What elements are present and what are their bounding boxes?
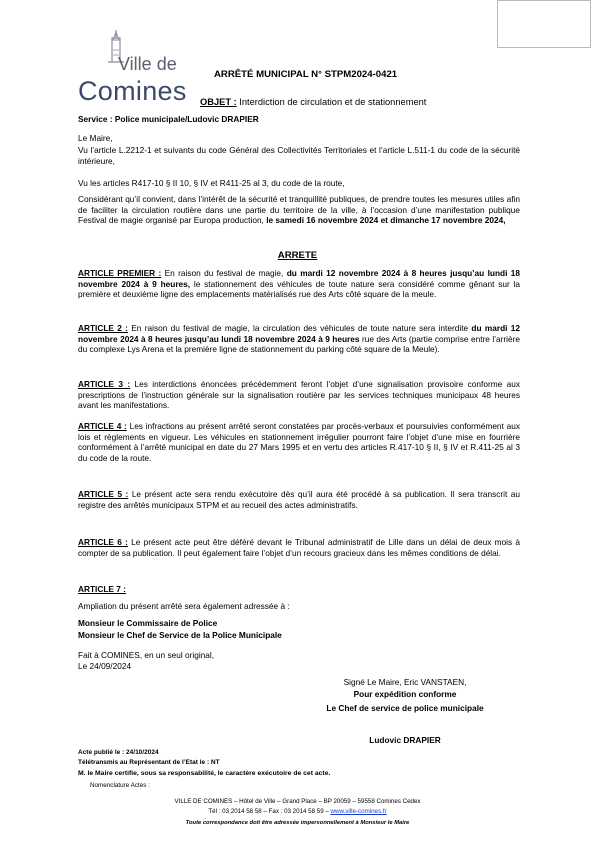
recipient-2: Monsieur le Chef de Service de la Police Municipale [78,630,282,640]
fait-a: Fait à COMINES, en un seul original, [78,650,215,660]
city-logo [78,28,198,108]
objet-label: OBJET : [200,97,237,107]
article-6-text: Le présent acte peut être déféré devant le Tribunal administratif de Lille dans un délai de deux mois à compter de sa publication. Il peut également faire l’objet d’un recours gracieux dans les mêmes conditions de délai. [78,537,520,558]
footer-tel-fax: Tél : 03 2014 58 58 – Fax : 03 2014 58 59 – [208,808,329,815]
recipient-1: Monsieur le Commissaire de Police [78,618,218,628]
article-6-label: ARTICLE 6 : [78,537,128,547]
objet-text: Interdiction de circulation et de stationnement [239,97,427,107]
vu-article-1: Vu l’article L.2212-1 et suivants du code Général des Collectivités Territoriales et l’article L.511-1 du code de la sécurité intérieure, [78,145,520,166]
article-1-text-b: le stationnement des véhicules de toute nature sera considéré comme gênant sur la première et deuxième ligne des emplacements matérialisés rue des Arts côté square de la meule. [78,278,520,300]
signe-le-maire: Signé Le Maire, Eric VANSTAEN, [343,677,467,687]
considerant-dates: le samedi 16 novembre 2024 et dimanche 17 novembre 2024, [266,215,506,226]
article-5 [78,489,520,510]
article-3-text: Les interdictions énoncées précédemment feront l’objet d’une signalisation provisoire conforme aux prescriptions de l’instruction générale sur la signalisation routière par les services techniques municipaux 48 heures avant les manifestations. [78,379,521,411]
footer-contact [0,808,595,815]
article-4 [78,421,520,463]
article-7-label: ARTICLE 7 : [78,584,126,594]
objet-line [200,97,426,107]
pour-expedition: Pour expédition conforme [353,689,457,699]
article-3 [78,379,520,411]
le-maire: Le Maire, [78,133,113,143]
service-line: Service : Police municipale/Ludovic DRAPIER [78,114,259,124]
article-2-text-b: rue des Arts (partie comprise entre l’arrière du complexe Lys Arena et la première ligne de stationnement du parking côté square de la Meule). [78,333,520,355]
article-5-text: Le présent acte sera rendu exécutoire dès qu’il aura été procédé à sa publication. Il sera transcrit au registre des arrêtés municipaux STPM et au recueil des actes administratifs. [78,489,520,510]
teletransmis: Télétransmis au Représentant de l’Etat le : NT [78,759,220,766]
document-title: ARRÊTÉ MUNICIPAL N° STPM2024-0421 [214,69,398,80]
logo-comines-text: Comines [78,76,187,106]
certification: M. le Maire certifie, sous sa responsabilité, le caractère exécutoire de cet acte. [78,770,331,777]
stamp-box [497,0,591,48]
article-1-text-a: En raison du festival de magie, [164,268,284,278]
article-2-text-a: En raison du festival de magie, la circulation des véhicules de toute nature sera interdite [131,323,469,333]
article-2 [78,323,520,355]
signature-date: Le 24/09/2024 [78,661,132,671]
article-5-label: ARTICLE 5 : [78,489,129,499]
article-1-label: ARTICLE PREMIER : [78,268,162,278]
footer-address: VILLE DE COMINES – Hôtel de Ville – Grand Place – BP 20059 – 59558 Comines Cedex [174,798,421,805]
logo-ville-text: Ville de [118,54,177,74]
considerant [78,194,520,226]
considerant-text: Considérant qu’il convient, dans l’intérêt de la sécurité et tranquillité publiques, de prendre toutes les mesures utiles afin de faciliter la circulation routière dans une partie du territoire de la ville, à l’occasion d’une manifestation publique Festival de magie organisé par Europa production, [78,194,520,226]
arrete-heading: ARRETE [277,250,318,261]
chef-de-service: Le Chef de service de police municipale [326,703,484,713]
article-7-text: Ampliation du présent arrêté sera également adressée à : [78,601,290,611]
article-4-text: Les infractions au présent arrêté seront constatées par procès-verbaux et poursuivies conformément aux lois et règlements en vigueur. Les véhicules en stationnement irrégulier pourront faire l’objet d’une mise en fourrière conformément à l’arrêté municipal en date du 27 Mars 1995 et en vertu des articles R.417-10 § II, § IV et R.411-25 al 3 du code de la route. [78,421,520,463]
article-1-dates: du mardi 12 novembre 2024 à 8 heures jusqu’au lundi 18 novembre 2024 à 9 heures, [78,268,520,289]
vu-article-2: Vu les articles R417-10 § II 10, § IV et R411-25 al 3, du code de la route, [78,178,345,188]
footer-mention: Toute correspondance doit être adressée impersonnellement à Monsieur le Maire [185,820,410,826]
article-2-dates: du mardi 12 novembre 2024 à 8 heures jusqu’au lundi 18 novembre 2024 à 9 heures [78,323,520,344]
website-link[interactable]: www.ville-comines.fr [330,808,387,815]
article-6 [78,537,520,558]
article-2-label: ARTICLE 2 : [78,323,128,333]
article-4-label: ARTICLE 4 : [78,421,127,431]
article-3-label: ARTICLE 3 : [78,379,131,389]
acte-publie: Acte publié le : 24/10/2024 [78,749,159,756]
nomenclature: Nomenclature Actes : [90,782,150,789]
signatory-name: Ludovic DRAPIER [369,735,441,745]
article-1 [78,268,520,300]
